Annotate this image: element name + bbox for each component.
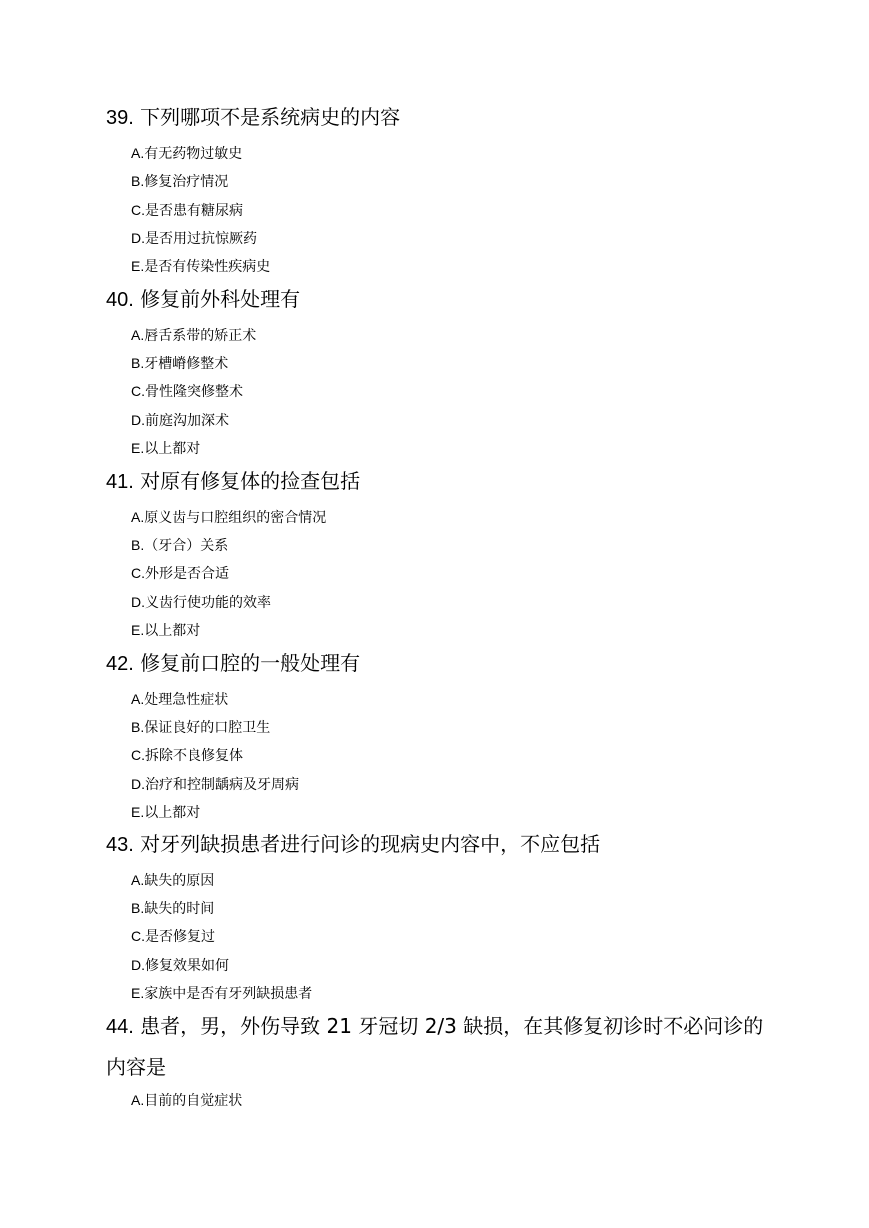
option-text: 以上都对 <box>144 623 201 639</box>
question-40-heading <box>106 279 786 320</box>
option-letter: B. <box>131 355 145 371</box>
option-letter: A. <box>131 509 145 525</box>
question-44-heading <box>106 1006 771 1087</box>
option-text: 拆除不良修复体 <box>145 748 243 764</box>
option-letter: D. <box>131 230 145 246</box>
question-39-heading <box>106 97 786 138</box>
option-text: 目前的自觉症状 <box>144 1093 243 1109</box>
option-letter: D. <box>131 594 145 610</box>
option-letter: D. <box>131 776 145 792</box>
option-41-c <box>131 563 229 584</box>
question-41-heading <box>106 461 786 502</box>
question-text: 对牙列缺损患者进行问诊的现病史内容中，不应包括 <box>140 832 601 856</box>
option-letter: B. <box>131 900 145 916</box>
option-text: 家族中是否有牙列缺损患者 <box>144 986 313 1002</box>
option-42-d <box>131 774 299 795</box>
option-44-a <box>131 1090 242 1111</box>
option-letter: E. <box>131 985 145 1001</box>
option-39-b <box>131 171 228 192</box>
option-43-b <box>131 898 214 919</box>
option-letter: A. <box>131 1092 145 1108</box>
question-43-heading <box>106 824 786 865</box>
option-40-b <box>131 353 228 374</box>
option-text: 牙槽嵴修整术 <box>144 356 229 372</box>
option-41-b <box>131 535 228 556</box>
option-letter: B. <box>131 719 145 735</box>
option-letter: C. <box>131 202 145 218</box>
question-number: 43. <box>106 834 134 856</box>
option-letter: A. <box>131 145 145 161</box>
option-41-a <box>131 507 326 528</box>
option-letter: B. <box>131 537 145 553</box>
option-text: 处理急性症状 <box>144 692 229 708</box>
question-text: 修复前口腔的一般处理有 <box>140 651 361 675</box>
option-43-e <box>131 983 312 1004</box>
option-text: 以上都对 <box>144 805 201 821</box>
option-letter: C. <box>131 747 145 763</box>
option-letter: E. <box>131 622 145 638</box>
option-text: 保证良好的口腔卫生 <box>144 720 271 736</box>
option-text: （牙合）关系 <box>144 538 229 554</box>
option-text: 外形是否合适 <box>145 566 229 582</box>
option-text: 义齿行使功能的效率 <box>145 595 271 611</box>
option-text: 修复效果如何 <box>145 958 229 974</box>
option-text: 唇舌系带的矫正术 <box>144 328 257 344</box>
question-42-heading <box>106 643 786 684</box>
option-42-b <box>131 717 270 738</box>
question-text: 下列哪项不是系统病史的内容 <box>140 105 401 129</box>
option-letter: A. <box>131 872 145 888</box>
option-text: 修复治疗情况 <box>144 174 229 190</box>
option-letter: E. <box>131 440 145 456</box>
option-letter: A. <box>131 691 145 707</box>
option-39-c <box>131 200 243 221</box>
option-text: 骨性隆突修整术 <box>145 384 243 400</box>
option-39-d <box>131 228 257 249</box>
option-letter: C. <box>131 928 145 944</box>
option-letter: C. <box>131 383 145 399</box>
option-text: 缺失的时间 <box>144 901 215 917</box>
option-text: 是否修复过 <box>145 929 215 945</box>
option-43-a <box>131 870 214 891</box>
option-43-c <box>131 926 215 947</box>
option-letter: B. <box>131 173 145 189</box>
option-text: 是否用过抗惊厥药 <box>145 231 257 247</box>
option-42-e <box>131 802 200 823</box>
option-40-e <box>131 438 200 459</box>
option-text: 前庭沟加深术 <box>145 413 229 429</box>
option-letter: A. <box>131 327 145 343</box>
option-40-a <box>131 325 256 346</box>
option-40-c <box>131 381 243 402</box>
option-letter: E. <box>131 258 145 274</box>
option-43-d <box>131 955 229 976</box>
option-text: 是否有传染性疾病史 <box>144 259 271 275</box>
option-39-e <box>131 256 270 277</box>
option-40-d <box>131 410 229 431</box>
question-number: 40. <box>106 289 134 311</box>
question-text: 患者，男，外伤导致 21 牙冠切 2/3 缺损，在其修复初诊时不必问诊的内容是 <box>106 1014 764 1079</box>
option-text: 以上都对 <box>144 441 201 457</box>
option-42-a <box>131 689 228 710</box>
question-text: 修复前外科处理有 <box>140 287 301 311</box>
option-letter: D. <box>131 412 145 428</box>
question-text: 对原有修复体的捡查包括 <box>140 469 361 493</box>
option-39-a <box>131 143 242 164</box>
question-number: 41. <box>106 471 134 493</box>
option-text: 原义齿与口腔组织的密合情况 <box>144 510 327 526</box>
option-41-e <box>131 620 200 641</box>
option-letter: E. <box>131 804 145 820</box>
option-text: 有无药物过敏史 <box>144 146 243 162</box>
option-text: 缺失的原因 <box>144 873 215 889</box>
option-42-c <box>131 745 243 766</box>
option-letter: C. <box>131 565 145 581</box>
option-text: 是否患有糖尿病 <box>145 203 243 219</box>
question-number: 39. <box>106 107 134 129</box>
option-letter: D. <box>131 957 145 973</box>
option-text: 治疗和控制龋病及牙周病 <box>145 777 299 793</box>
question-number: 42. <box>106 653 134 675</box>
option-41-d <box>131 592 271 613</box>
question-number: 44. <box>106 1016 134 1038</box>
